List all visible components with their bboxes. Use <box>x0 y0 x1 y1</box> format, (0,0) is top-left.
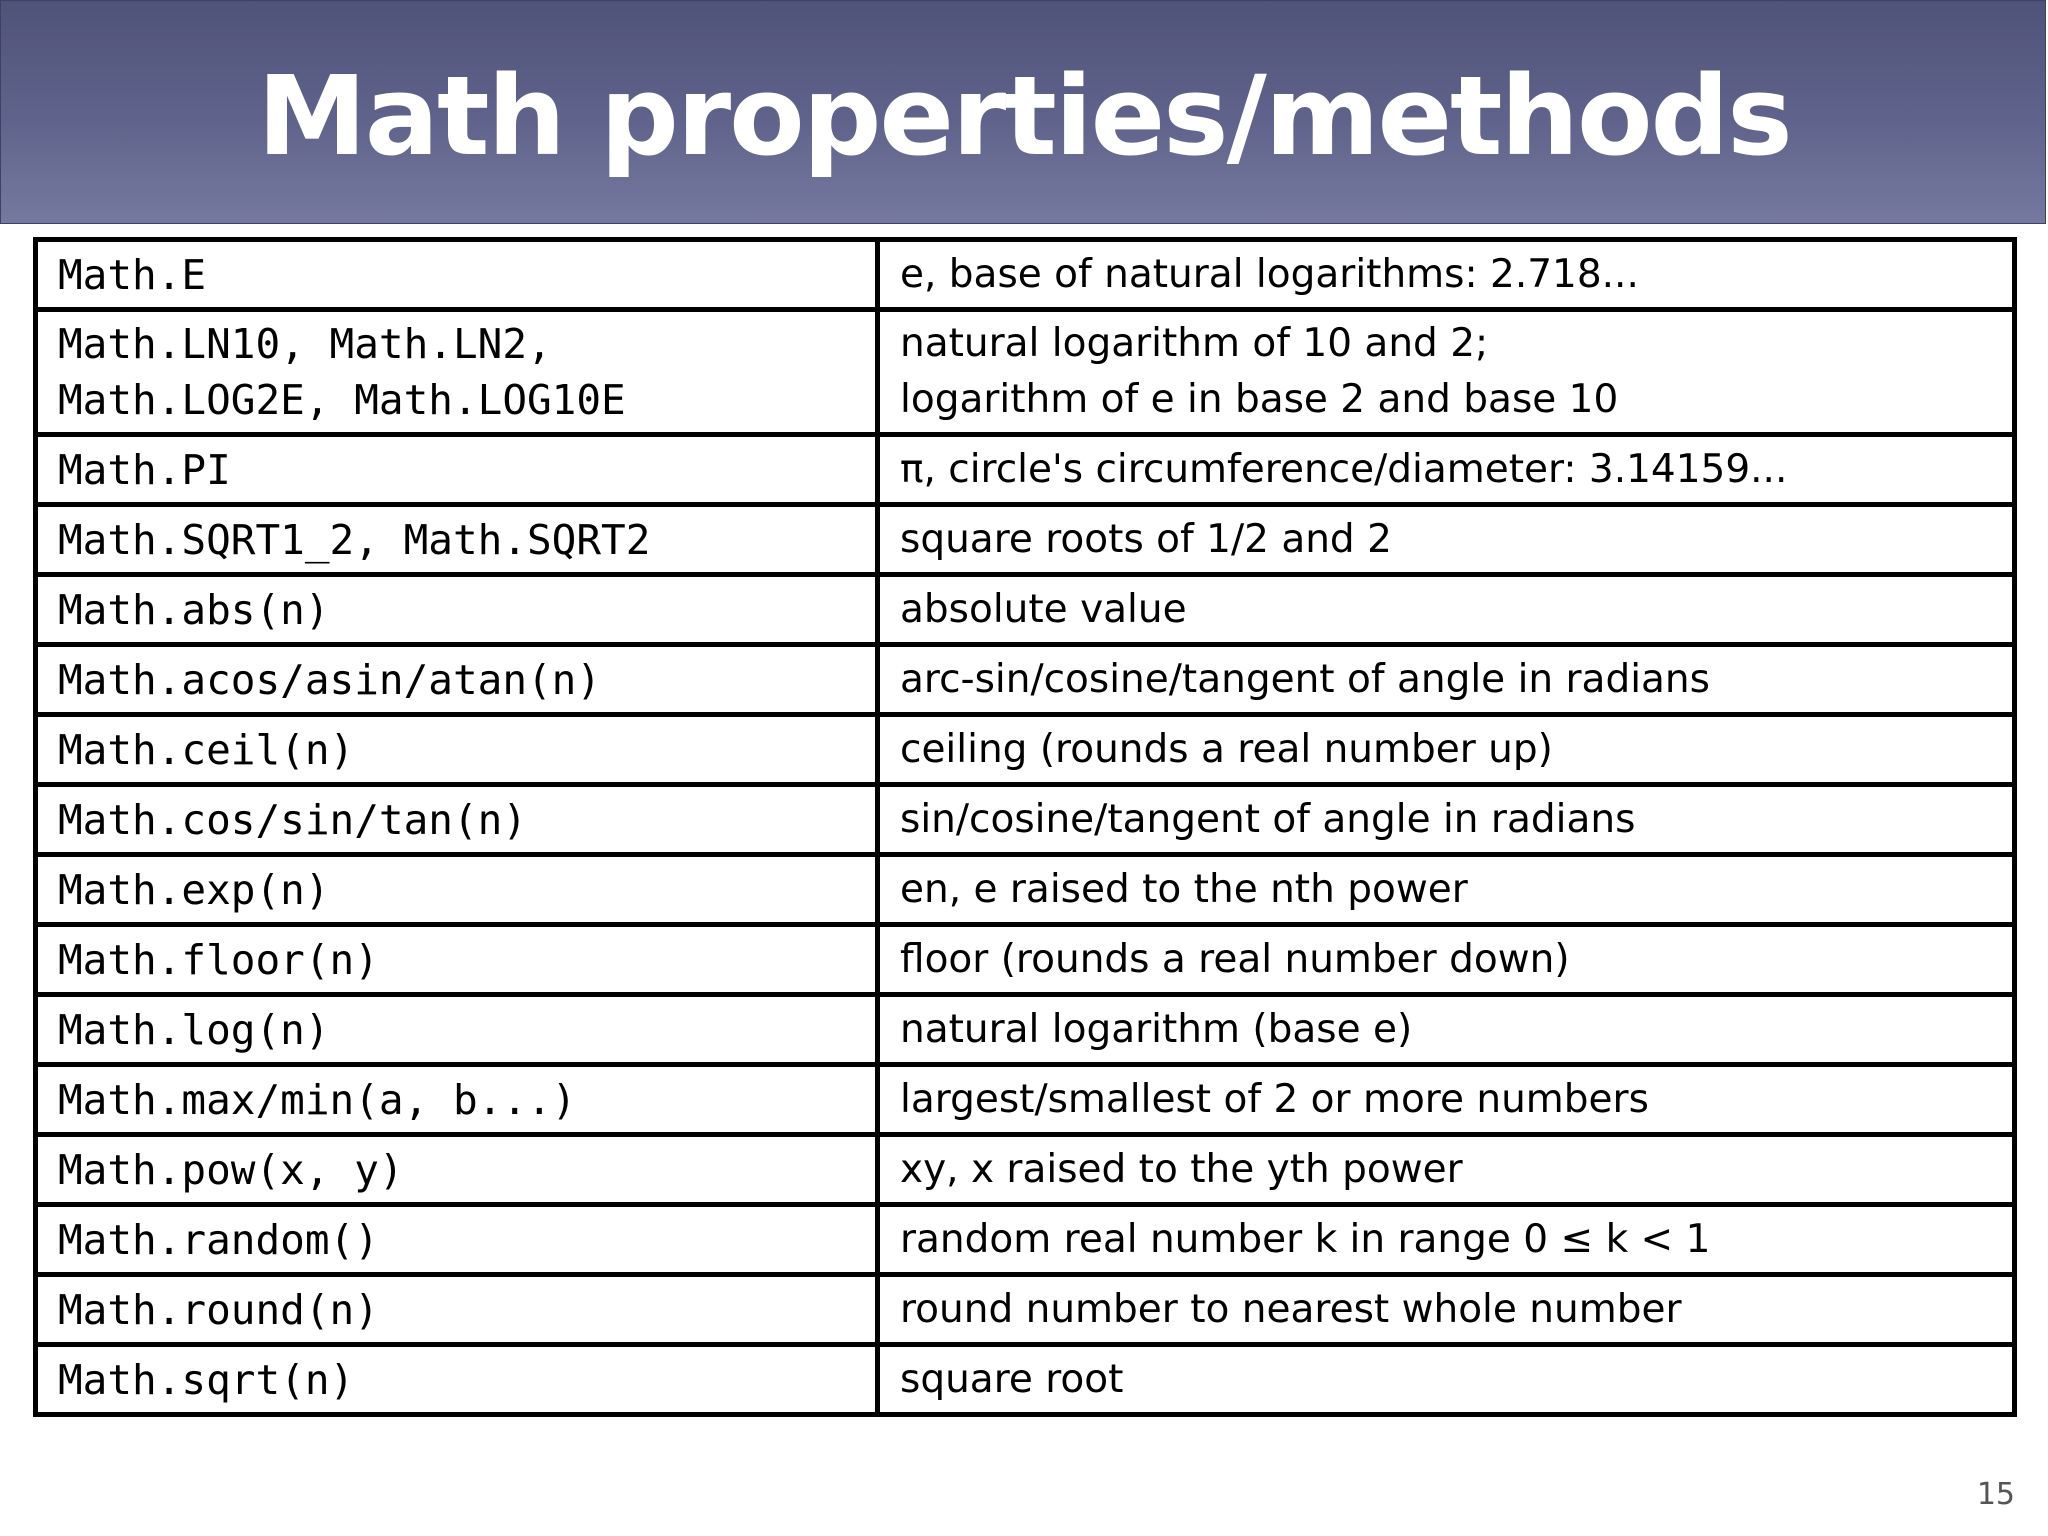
code-cell: Math.round(n) <box>36 1275 878 1345</box>
table-row <box>36 855 2015 925</box>
description-cell: floor (rounds a real number down) <box>878 925 2015 995</box>
code-cell: Math.pow(x, y) <box>36 1135 878 1205</box>
table-row <box>36 505 2015 575</box>
code-cell: Math.E <box>36 240 878 310</box>
table-row <box>36 1275 2015 1345</box>
table-row <box>36 1345 2015 1415</box>
description-cell: absolute value <box>878 575 2015 645</box>
code-cell: Math.cos/sin/tan(n) <box>36 785 878 855</box>
description-cell: largest/smallest of 2 or more numbers <box>878 1065 2015 1135</box>
description-cell: xy, x raised to the yth power <box>878 1135 2015 1205</box>
table-row <box>36 785 2015 855</box>
description-cell: round number to nearest whole number <box>878 1275 2015 1345</box>
code-cell: Math.log(n) <box>36 995 878 1065</box>
table-row <box>36 310 2015 435</box>
code-cell: Math.ceil(n) <box>36 715 878 785</box>
page-number: 15 <box>1976 1477 2015 1512</box>
code-cell: Math.random() <box>36 1205 878 1275</box>
table-row <box>36 435 2015 505</box>
description-cell: square root <box>878 1345 2015 1415</box>
code-cell: Math.acos/asin/atan(n) <box>36 645 878 715</box>
math-properties-table <box>33 237 2017 1417</box>
table-row <box>36 1065 2015 1135</box>
code-cell: Math.sqrt(n) <box>36 1345 878 1415</box>
table-row <box>36 995 2015 1065</box>
table-row <box>36 240 2015 310</box>
description-cell: e, base of natural logarithms: 2.718... <box>878 240 2015 310</box>
slide-title: Math properties/methods <box>257 52 1791 180</box>
table-row <box>36 715 2015 785</box>
description-cell: arc-sin/cosine/tangent of angle in radians <box>878 645 2015 715</box>
description-cell: natural logarithm (base e) <box>878 995 2015 1065</box>
description-cell: random real number k in range 0 ≤ k < 1 <box>878 1205 2015 1275</box>
description-cell: square roots of 1/2 and 2 <box>878 505 2015 575</box>
description-cell: sin/cosine/tangent of angle in radians <box>878 785 2015 855</box>
table-row <box>36 925 2015 995</box>
code-cell: Math.max/min(a, b...) <box>36 1065 878 1135</box>
table-row <box>36 645 2015 715</box>
code-cell: Math.abs(n) <box>36 575 878 645</box>
code-cell: Math.SQRT1_2, Math.SQRT2 <box>36 505 878 575</box>
description-cell: en, e raised to the nth power <box>878 855 2015 925</box>
code-cell: Math.PI <box>36 435 878 505</box>
code-cell: Math.floor(n) <box>36 925 878 995</box>
code-cell: Math.LN10, Math.LN2, Math.LOG2E, Math.LOG10E <box>36 310 878 435</box>
table-row <box>36 1205 2015 1275</box>
title-bar <box>0 0 2046 224</box>
description-cell: natural logarithm of 10 and 2; logarithm of e in base 2 and base 10 <box>878 310 2015 435</box>
table-row <box>36 1135 2015 1205</box>
description-cell: π, circle's circumference/diameter: 3.14159... <box>878 435 2015 505</box>
description-cell: ceiling (rounds a real number up) <box>878 715 2015 785</box>
code-cell: Math.exp(n) <box>36 855 878 925</box>
table-body <box>36 240 2015 1415</box>
table-row <box>36 575 2015 645</box>
